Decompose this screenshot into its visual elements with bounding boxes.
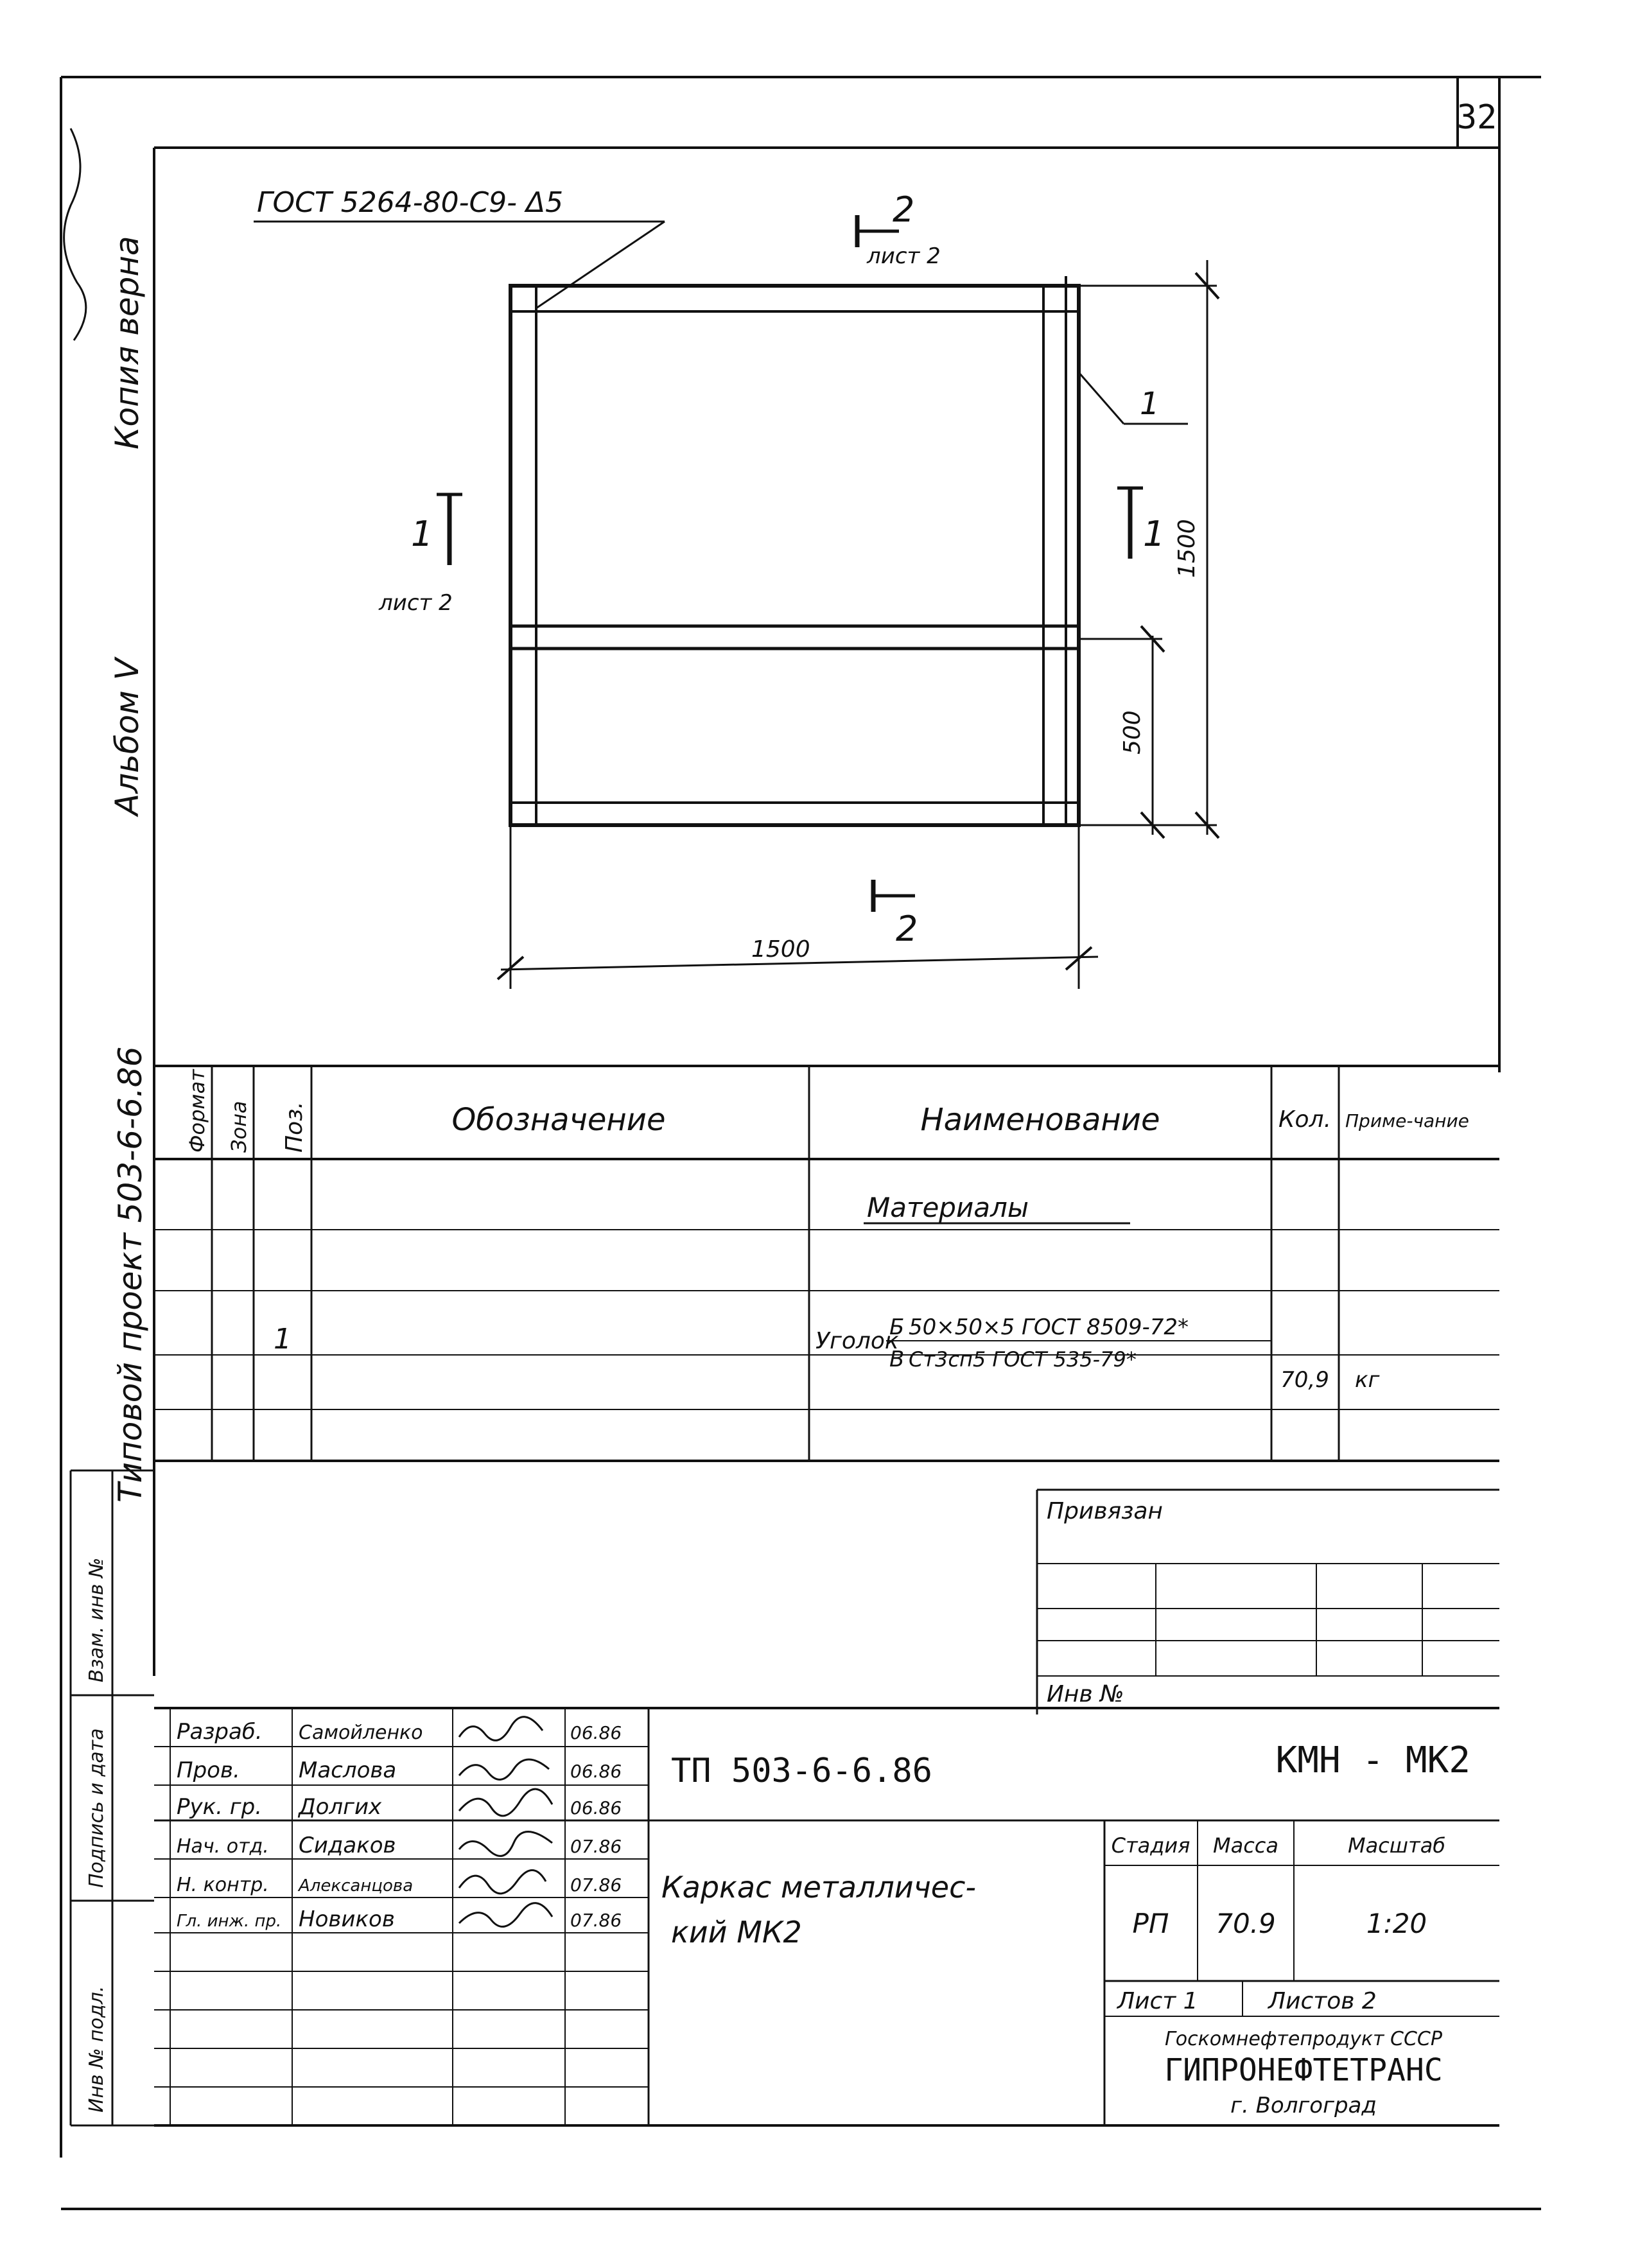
weld-note: ГОСТ 5264-80-С9- Δ5 [257, 186, 564, 219]
stamp-col3: Взам. инв № [85, 1557, 108, 1682]
stage-value: РП [1132, 1908, 1169, 1939]
row-unit: кг [1355, 1367, 1380, 1393]
col-note: Приме-чание [1345, 1110, 1469, 1131]
date-dept-head: 07.86 [570, 1836, 622, 1857]
row-lower: Ст3сп5 ГОСТ 535-79* [909, 1347, 1137, 1372]
signature [459, 1903, 552, 1927]
role-checker: Пров. [177, 1758, 240, 1783]
role-developer: Разраб. [177, 1719, 263, 1745]
name-checker: Маслова [299, 1758, 397, 1783]
position-mark: 1 [1140, 386, 1160, 422]
section2-top-sheet: лист 2 [867, 243, 941, 269]
binding-inv: Инв № [1047, 1681, 1124, 1707]
dim-width-text: 1500 [751, 936, 810, 963]
title-line2: кий МК2 [671, 1915, 802, 1950]
album-label: Альбом V [109, 658, 146, 816]
position-leader [1079, 372, 1124, 424]
row-pos: 1 [274, 1323, 292, 1356]
title-line1: Каркас металличес- [661, 1870, 976, 1905]
title-block-people [177, 1719, 622, 1932]
role-chief-engineer: Гл. инж. пр. [177, 1912, 282, 1931]
name-norm-control: Алексанцова [299, 1876, 414, 1896]
date-group-lead: 06.86 [570, 1797, 622, 1819]
frame-outline [510, 286, 1079, 825]
sheet-label: Лист 1 [1117, 1988, 1198, 2014]
row-name-prefix: Уголок [816, 1328, 899, 1354]
name-chief-engineer: Новиков [299, 1906, 395, 1932]
mass-label: Масса [1212, 1833, 1279, 1858]
col-zone: Зона [227, 1101, 251, 1153]
date-checker: 06.86 [570, 1761, 622, 1782]
project-label: Типовой проект 503-6-6.86 [112, 1046, 149, 1503]
name-group-lead: Долгих [299, 1794, 382, 1820]
materials-title: Материалы [867, 1192, 1029, 1223]
stage-label: Стадия [1111, 1833, 1191, 1858]
signature [459, 1789, 552, 1816]
row-upper-letter: Б [889, 1314, 905, 1340]
dim-height-text: 1500 [1174, 519, 1200, 578]
row-lower-letter: В [889, 1347, 905, 1372]
date-developer: 06.86 [570, 1722, 622, 1743]
col-name: Наименование [920, 1102, 1160, 1138]
mass-value: 70.9 [1216, 1908, 1276, 1939]
stamp-col1: Инв № подл. [85, 1985, 108, 2113]
row-upper: 50×50×5 ГОСТ 8509-72* [909, 1314, 1189, 1340]
scale-label: Масштаб [1347, 1833, 1446, 1858]
section1-left-num: 1 [411, 514, 433, 554]
col-designation: Обозначение [451, 1102, 666, 1138]
signature [459, 1832, 552, 1856]
stamp-col2: Подпись и дата [85, 1728, 108, 1888]
role-dept-head: Нач. отд. [177, 1835, 269, 1858]
date-norm-control: 07.86 [570, 1874, 622, 1896]
section1-right-num: 1 [1143, 514, 1165, 554]
doc-code: ТП 503-6-6.86 [671, 1752, 932, 1790]
signature [459, 1871, 546, 1894]
section1-left-sheet: лист 2 [379, 590, 453, 616]
copy-note: Копия верна [109, 236, 146, 449]
signature [459, 1717, 543, 1741]
col-pos: Поз. [281, 1101, 308, 1153]
org-line: Госкомнефтепродукт СССР [1165, 2028, 1442, 2050]
binding-title: Привязан [1047, 1498, 1163, 1524]
section2-bottom-num: 2 [896, 909, 918, 949]
dim-lower-text: 500 [1119, 710, 1146, 755]
role-group-lead: Рук. гр. [177, 1794, 263, 1820]
col-qty: Кол. [1278, 1106, 1332, 1133]
role-norm-control: Н. контр. [177, 1874, 269, 1896]
handwritten-signature [64, 128, 86, 340]
doc-mark: КМН - МК2 [1275, 1740, 1470, 1781]
col-format: Формат [185, 1069, 209, 1153]
sheets-label: Листов 2 [1268, 1988, 1377, 2014]
date-chief-engineer: 07.86 [570, 1910, 622, 1931]
org-name: ГИПРОНЕФТЕТРАНС [1164, 2052, 1443, 2088]
sheet-number: 32 [1456, 98, 1497, 137]
name-developer: Самойленко [299, 1722, 423, 1744]
signature [459, 1759, 549, 1779]
section2-top-num: 2 [893, 189, 915, 230]
org-city: г. Волгоград [1230, 2093, 1377, 2118]
name-dept-head: Сидаков [299, 1833, 396, 1858]
scale-value: 1:20 [1366, 1908, 1427, 1939]
row-qty: 70,9 [1280, 1367, 1329, 1393]
weld-leader-arrow [536, 222, 665, 308]
